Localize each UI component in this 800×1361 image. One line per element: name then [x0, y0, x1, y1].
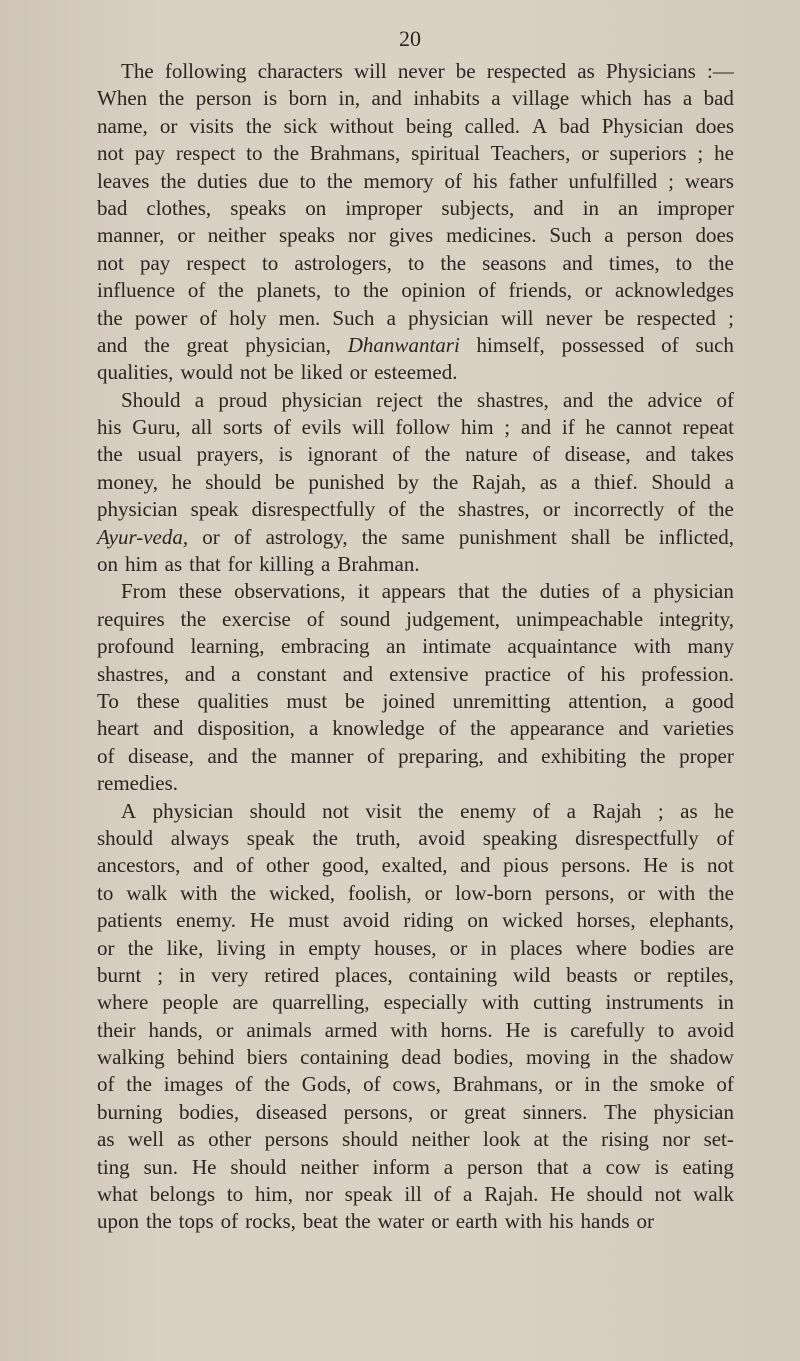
text-line: as well as other persons should neither look at the rising nor set- — [97, 1127, 734, 1152]
text-line: or the like, living in empty houses, or in places where bodies are — [97, 935, 734, 960]
text-line: profound learning, embracing an intimate acquaintance with many — [97, 634, 734, 659]
text-line: qualities, would not be liked or esteemed. — [97, 360, 458, 385]
text-line: From these observations, it appears that the duties of a physician — [121, 579, 734, 604]
text-line: heart and disposition, a knowledge of the appearance and varieties — [97, 716, 734, 741]
text-line: To these qualities must be joined unremitting attention, a good — [97, 688, 734, 713]
text-line: shastres, and a constant and extensive practice of his profession. — [97, 661, 734, 686]
text-line: A physician should not visit the enemy of a Rajah ; as he — [121, 798, 734, 823]
page-number: 20 — [399, 26, 421, 51]
text-line: ancestors, and of other good, exalted, and pious persons. He is not — [97, 853, 734, 878]
text-line: burning bodies, diseased persons, or great sinners. The physician — [97, 1099, 734, 1124]
text-line: remedies. — [97, 771, 179, 796]
text-line: money, he should be punished by the Rajah, as a thief. Should a — [97, 469, 734, 494]
text-line: upon the tops of rocks, beat the water or earth with his hands or — [97, 1209, 655, 1234]
text-line: and the great physician, Dhanwantari himself, possessed of such — [97, 332, 734, 357]
paragraph — [97, 798, 734, 1236]
text-line: manner, or neither speaks nor gives medicines. Such a person does — [97, 223, 734, 248]
paragraph — [97, 58, 734, 387]
text-line: ting sun. He should neither inform a person that a cow is eating — [97, 1154, 734, 1179]
text-line: the usual prayers, is ignorant of the nature of disease, and takes — [97, 442, 734, 467]
text-line: his Guru, all sorts of evils will follow him ; and if he cannot repeat — [97, 415, 734, 440]
text-line: requires the exercise of sound judgement, unimpeachable integrity, — [97, 606, 734, 631]
text-line: on him as that for killing a Brahman. — [97, 552, 420, 577]
text-line: to walk with the wicked, foolish, or low-born persons, or with the — [97, 880, 734, 905]
text-line: Should a proud physician reject the shastres, and the advice of — [121, 387, 734, 412]
text-line: When the person is born in, and inhabits a village which has a bad — [97, 86, 734, 111]
text-line: not pay respect to the Brahmans, spiritual Teachers, or superiors ; he — [97, 141, 734, 166]
text-line: the power of holy men. Such a physician will never be respected ; — [97, 305, 734, 330]
text-line: walking behind biers containing dead bodies, moving in the shadow — [97, 1045, 734, 1070]
text-line: bad clothes, speaks on improper subjects, and in an improper — [97, 195, 734, 220]
text-line: where people are quarrelling, especially with cutting instruments in — [97, 990, 734, 1015]
text-line: of the images of the Gods, of cows, Brahmans, or in the smoke of — [97, 1072, 734, 1097]
text-line: what belongs to him, nor speak ill of a Rajah. He should not walk — [97, 1182, 734, 1207]
text-line: should always speak the truth, avoid speaking disrespectfully of — [97, 825, 734, 850]
text-line: name, or visits the sick without being called. A bad Physician does — [97, 113, 734, 138]
text-line: Ayur-veda, or of astrology, the same punishment shall be inflicted, — [97, 524, 734, 549]
text-line: influence of the planets, to the opinion of friends, or acknowledges — [97, 278, 734, 303]
body-text — [97, 58, 734, 1236]
text-line: of disease, and the manner of preparing, and exhibiting the proper — [97, 743, 734, 768]
text-line: their hands, or animals armed with horns. He is carefully to avoid — [97, 1017, 734, 1042]
text-line: physician speak disrespectfully of the shastres, or incorrectly of the — [97, 497, 734, 522]
text-line: burnt ; in very retired places, containing wild beasts or reptiles, — [97, 962, 734, 987]
text-line: patients enemy. He must avoid riding on wicked horses, elephants, — [97, 908, 734, 933]
text-line: leaves the duties due to the memory of his father unfulfilled ; wears — [97, 168, 734, 193]
text-line: not pay respect to astrologers, to the seasons and times, to the — [97, 250, 734, 275]
paragraph — [97, 387, 734, 579]
paragraph — [97, 578, 734, 797]
text-line: The following characters will never be respected as Physicians :— — [121, 59, 734, 83]
